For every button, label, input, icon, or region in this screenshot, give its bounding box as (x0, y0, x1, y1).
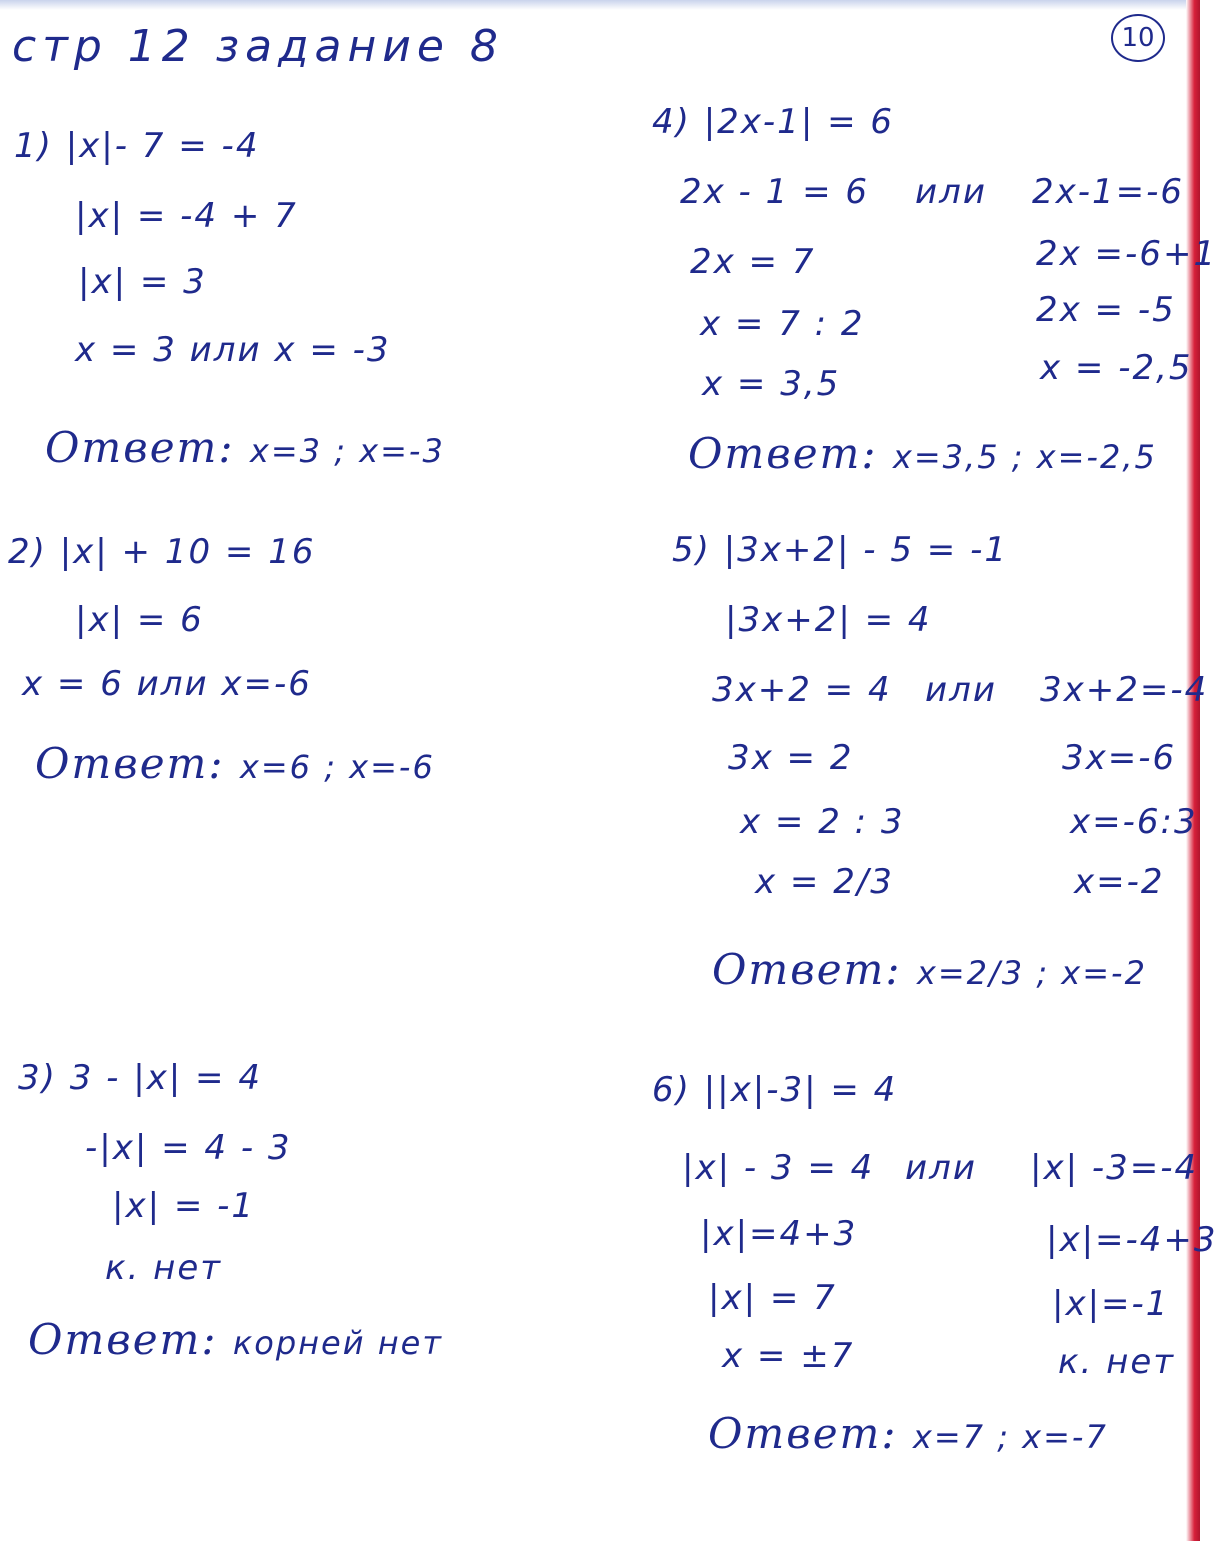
equation-line: 2x-1=-6 (1032, 172, 1185, 212)
equation-line: 3) 3 - |x| = 4 (18, 1058, 262, 1098)
equation-line: 3x = 2 (728, 738, 854, 778)
answer-line (35, 740, 435, 791)
equation-line: |x| = 7 (708, 1278, 837, 1318)
equation-line: 2x =-6+1 (1036, 234, 1218, 274)
equation-line: x = 2/3 (755, 862, 894, 902)
answer-label: Ответ: (45, 423, 235, 472)
equation-line: |x| = -4 + 7 (75, 196, 298, 236)
equation-line: |x|=-4+3 (1046, 1220, 1218, 1260)
page-number: 10 (1111, 14, 1165, 62)
word-or: или (925, 670, 997, 710)
word-or: или (905, 1148, 977, 1188)
equation-line: 2) |x| + 10 = 16 (8, 532, 316, 572)
equation-line: x = -2,5 (1040, 348, 1193, 388)
equation-line: x = 7 : 2 (700, 304, 865, 344)
equation-line: x=-6:3 (1070, 802, 1198, 842)
paper-edge-top (0, 0, 1200, 10)
equation-line: 2x - 1 = 6 (680, 172, 870, 212)
equation-line: |3x+2| = 4 (725, 600, 932, 640)
equation-line: |x| = 6 (75, 600, 204, 640)
answer-line (708, 1410, 1108, 1461)
answer-label: Ответ: (712, 945, 902, 994)
equation-line: |x|=4+3 (700, 1214, 858, 1254)
equation-line: 1) |x|- 7 = -4 (14, 126, 260, 166)
equation-line: x = 6 или x=-6 (22, 664, 312, 704)
answer-line (712, 946, 1147, 997)
answer-label: Ответ: (708, 1409, 898, 1458)
equation-line: к. нет (105, 1248, 223, 1288)
answer-value: x=6 ; x=-6 (239, 748, 435, 786)
equation-line: 2x = 7 (690, 242, 816, 282)
answer-value: x=3,5 ; x=-2,5 (892, 438, 1157, 476)
equation-line: 2x = -5 (1036, 290, 1176, 330)
paper-edge-right (1186, 0, 1200, 1541)
equation-line: 3x+2=-4 (1040, 670, 1209, 710)
equation-line: x = 2 : 3 (740, 802, 905, 842)
page-title: стр 12 задание 8 (12, 21, 504, 72)
answer-line (45, 424, 445, 475)
equation-line: |x| = 3 (78, 262, 207, 302)
answer-line (28, 1316, 443, 1367)
word-or: или (915, 172, 987, 212)
equation-line: -|x| = 4 - 3 (85, 1128, 292, 1168)
answer-line (688, 430, 1157, 481)
equation-line: 3x=-6 (1062, 738, 1177, 778)
equation-line: x = 3 или x = -3 (75, 330, 391, 370)
answer-label: Ответ: (688, 429, 878, 478)
answer-value: x=3 ; x=-3 (249, 432, 445, 470)
equation-line: |x| -3=-4 (1030, 1148, 1199, 1188)
equation-line: |x|=-1 (1052, 1284, 1170, 1324)
equation-line: x=-2 (1074, 862, 1165, 902)
equation-line: 5) |3x+2| - 5 = -1 (672, 530, 1009, 570)
equation-line: |x| - 3 = 4 (682, 1148, 875, 1188)
equation-line: 6) ||x|-3| = 4 (652, 1070, 898, 1110)
equation-line: 3x+2 = 4 (712, 670, 892, 710)
equation-line: x = 3,5 (702, 364, 841, 404)
answer-value: корней нет (232, 1324, 443, 1362)
answer-value: x=2/3 ; x=-2 (916, 954, 1147, 992)
equation-line: 4) |2x-1| = 6 (652, 102, 895, 142)
answer-value: x=7 ; x=-7 (912, 1418, 1108, 1456)
equation-line: к. нет (1058, 1342, 1176, 1382)
equation-line: |x| = -1 (112, 1186, 256, 1226)
equation-line: x = ±7 (722, 1336, 855, 1376)
answer-label: Ответ: (28, 1315, 218, 1364)
answer-label: Ответ: (35, 739, 225, 788)
